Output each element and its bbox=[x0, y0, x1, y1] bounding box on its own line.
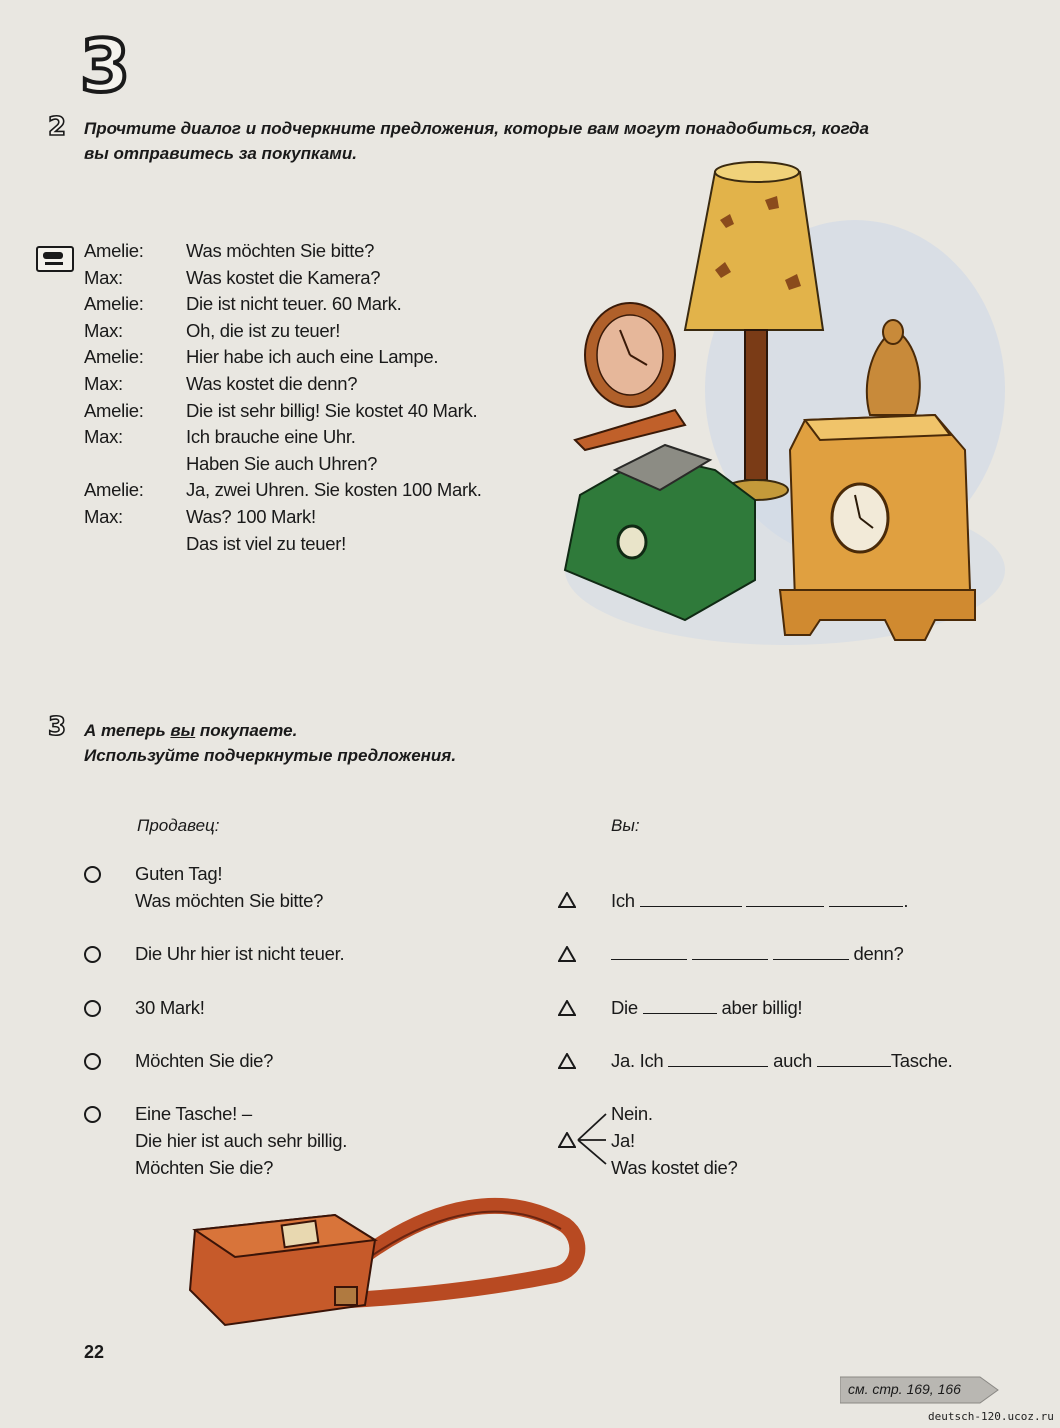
instruction-line-1: Прочтите диалог и подчеркните предложения, которые вам могут понадобиться, когда bbox=[84, 119, 870, 138]
answer-blank[interactable] bbox=[773, 945, 849, 960]
answer-blank[interactable] bbox=[668, 1052, 768, 1067]
reference-text: см. стр. 169, 166 bbox=[848, 1381, 961, 1397]
table-clock bbox=[575, 303, 685, 450]
utterance: Was möchten Sie bitte? bbox=[186, 240, 375, 261]
answer-line-4: Ja. Ich auch Tasche. bbox=[611, 1050, 953, 1071]
speaker: Max: bbox=[84, 505, 123, 527]
utterance: Was kostet die denn? bbox=[186, 372, 358, 394]
answer-blank[interactable] bbox=[829, 892, 903, 907]
instruction-line-1: А теперь вы покупаете. bbox=[84, 721, 298, 740]
answer-blank[interactable] bbox=[817, 1052, 891, 1067]
exercise-3-instruction bbox=[84, 718, 456, 768]
utterance: Oh, die ist zu teuer! bbox=[186, 319, 341, 341]
instruction-line-2: Используйте подчеркнутые предложения. bbox=[84, 746, 457, 765]
speaker: Max: bbox=[84, 372, 123, 394]
unit-number: 3 bbox=[80, 24, 131, 108]
page-number: 22 bbox=[84, 1342, 105, 1362]
cassette-icon bbox=[36, 246, 74, 272]
dialogue-line bbox=[84, 267, 544, 294]
dialogue-line bbox=[84, 346, 544, 373]
underlined-word: вы bbox=[170, 721, 196, 740]
answer-line-1: Ich . bbox=[611, 890, 909, 911]
exercise-3-number: 3 bbox=[48, 712, 67, 742]
speaker: Max: bbox=[84, 426, 123, 448]
answer-blank[interactable] bbox=[643, 999, 717, 1014]
utterance: Die ist nicht teuer. 60 Mark. bbox=[186, 293, 402, 315]
answer-blank[interactable] bbox=[640, 892, 742, 907]
utterance: Ich brauche eine Uhr. bbox=[186, 426, 356, 448]
dialogue-line bbox=[84, 320, 544, 347]
speaker: Max: bbox=[84, 319, 123, 341]
seller-line: Die Uhr hier ist nicht teuer. bbox=[135, 943, 345, 964]
dialogue-line bbox=[84, 373, 544, 400]
utterance: Das ist viel zu teuer! bbox=[186, 532, 346, 554]
utterance: Hier habe ich auch eine Lampe. bbox=[186, 346, 439, 368]
seller-marker-icon bbox=[84, 1053, 101, 1070]
seller-marker-icon bbox=[84, 946, 101, 963]
seller-marker-icon bbox=[84, 866, 101, 883]
seller-marker-icon bbox=[84, 1000, 101, 1017]
you-header: Вы: bbox=[611, 816, 640, 835]
seller-line: Möchten Sie die? bbox=[135, 1050, 274, 1071]
speaker: Amelie: bbox=[84, 240, 144, 261]
answer-marker-icon bbox=[558, 1132, 576, 1148]
seller-line: Guten Tag! Was möchten Sie bitte? bbox=[135, 863, 324, 911]
dialogue bbox=[84, 240, 544, 559]
seller-header: Продавец: bbox=[137, 816, 220, 835]
answer-marker-icon bbox=[558, 946, 576, 962]
dialogue-line bbox=[84, 479, 544, 506]
speaker: Amelie: bbox=[84, 399, 144, 421]
dialogue-line bbox=[84, 453, 544, 480]
utterance: Was? 100 Mark! bbox=[186, 505, 316, 527]
speaker: Max: bbox=[84, 266, 123, 288]
option-yes: Ja! bbox=[611, 1130, 635, 1151]
dialogue-line bbox=[84, 533, 544, 560]
answer-marker-icon bbox=[558, 1000, 576, 1016]
instruction-line-2: вы отправитесь за покупками. bbox=[84, 144, 357, 163]
answer-marker-icon bbox=[558, 1053, 576, 1069]
answer-marker-icon bbox=[558, 892, 576, 908]
seller-line: 30 Mark! bbox=[135, 997, 205, 1018]
answer-blank[interactable] bbox=[746, 892, 824, 907]
answer-options bbox=[611, 1100, 737, 1181]
shop-items-illustration bbox=[555, 150, 1015, 650]
choice-branches bbox=[576, 1108, 610, 1168]
show-through bbox=[758, 1130, 769, 1162]
option-no: Nein. bbox=[611, 1103, 653, 1124]
answer-line-3: Die aber billig! bbox=[611, 997, 803, 1018]
utterance: Die ist sehr billig! Sie kostet 40 Mark. bbox=[186, 399, 478, 421]
answer-line-2: denn? bbox=[611, 940, 903, 967]
exercise-2-number: 2 bbox=[48, 112, 67, 142]
dialogue-line bbox=[84, 426, 544, 453]
answer-blank[interactable] bbox=[692, 945, 768, 960]
watermark: deutsch-120.ucoz.ru bbox=[928, 1410, 1054, 1423]
option-ask-price: Was kostet die? bbox=[611, 1157, 738, 1178]
speaker: Amelie: bbox=[84, 346, 144, 368]
bag-illustration bbox=[175, 1185, 595, 1345]
seller-marker-icon bbox=[84, 1106, 101, 1123]
speaker: Amelie: bbox=[84, 479, 144, 501]
dialogue-line bbox=[84, 240, 544, 267]
seller-line: Eine Tasche! – Die hier ist auch sehr billig. Möchten Sie die? bbox=[135, 1103, 348, 1178]
answer-blank[interactable] bbox=[611, 945, 687, 960]
utterance: Was kostet die Kamera? bbox=[186, 266, 381, 288]
dialogue-line bbox=[84, 506, 544, 533]
reference-tab bbox=[840, 1375, 1000, 1405]
dialogue-line bbox=[84, 400, 544, 427]
utterance: Ja, zwei Uhren. Sie kosten 100 Mark. bbox=[186, 479, 482, 501]
dialogue-line bbox=[84, 293, 544, 320]
speaker: Amelie: bbox=[84, 293, 144, 315]
utterance: Haben Sie auch Uhren? bbox=[186, 452, 378, 474]
